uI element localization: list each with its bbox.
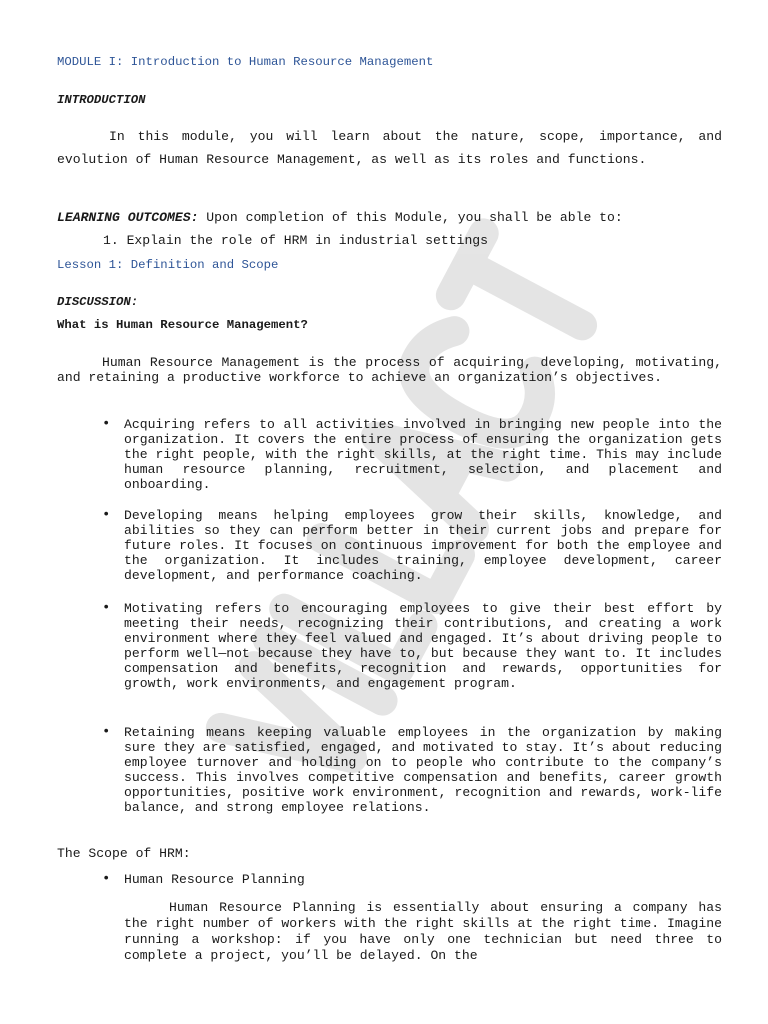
bullet-developing: Developing means helping employees grow their skills, knowledge, and abilities so they can perform better in their current jobs and prepare for future roles. It focuses on continuous improvement for both the employee and the organization. It includes training, employee development, career development, and performance coaching. [124, 508, 722, 583]
bullet-retaining: Retaining means keeping valuable employees in the organization by making sure they are satisfied, engaged, and motivated to stay. It’s about reducing employee turnover and holding on to people who contribute to the company’s success. This involves competitive compensation and benefits, career growth opportunities, positive work environment, recognition and rewards, work-life balance, and strong employee relations. [124, 725, 722, 815]
introduction-heading: INTRODUCTION [57, 93, 146, 107]
introduction-paragraph: In this module, you will learn about the nature, scope, importance, and evolution of Human Resource Management, as well as its roles and functions. [57, 129, 722, 167]
learning-outcomes-label: LEARNING OUTCOMES: [57, 210, 199, 225]
bullet-marker: • [102, 416, 111, 432]
outcome-text: Explain the role of HRM in industrial settings [126, 233, 489, 248]
lesson-title: Lesson 1: Definition and Scope [57, 258, 279, 272]
learning-outcomes [57, 210, 722, 226]
learning-outcomes-text: Upon completion of this Module, you shall be able to: [198, 210, 623, 225]
definition-paragraph: Human Resource Management is the process of acquiring, developing, motivating, and retaining a productive workforce to achieve an organization’s objectives. [57, 355, 722, 385]
scope-heading: The Scope of HRM: [57, 846, 191, 861]
bullet-acquiring: Acquiring refers to all activities involved in bringing new people into the organization. It covers the entire process of ensuring the organization gets the right people, with the right skills, at the right time. This may include human resource planning, recruitment, selection, and placement and onboarding. [124, 417, 722, 492]
bullet-marker: • [102, 507, 111, 523]
outcome-number: 1. [103, 233, 119, 248]
bullet-motivating: Motivating refers to encouraging employees to give their best effort by meeting their needs, recognizing their contributions, and creating a work environment where they feel valued and engaged. It’s about driving people to perform well—not because they have to, but because they want to. It includes compensation and benefits, recognition and rewards, opportunities for growth, work environments, and engagement program. [124, 601, 722, 691]
discussion-question: What is Human Resource Management? [57, 318, 308, 332]
outcome-item [103, 233, 488, 249]
bullet-marker: • [102, 600, 111, 616]
discussion-heading: DISCUSSION: [57, 295, 139, 309]
bullet-marker: • [102, 724, 111, 740]
scope-item-title: Human Resource Planning [124, 872, 305, 887]
scope-item-paragraph: Human Resource Planning is essentially about ensuring a company has the right number of workers with the right skills at the right time. Imagine running a workshop: if you have only one technician but need three to complete a project, you’ll be delayed. On the [124, 900, 722, 963]
module-title: MODULE I: Introduction to Human Resource Management [57, 55, 434, 69]
bullet-marker: • [102, 871, 111, 887]
